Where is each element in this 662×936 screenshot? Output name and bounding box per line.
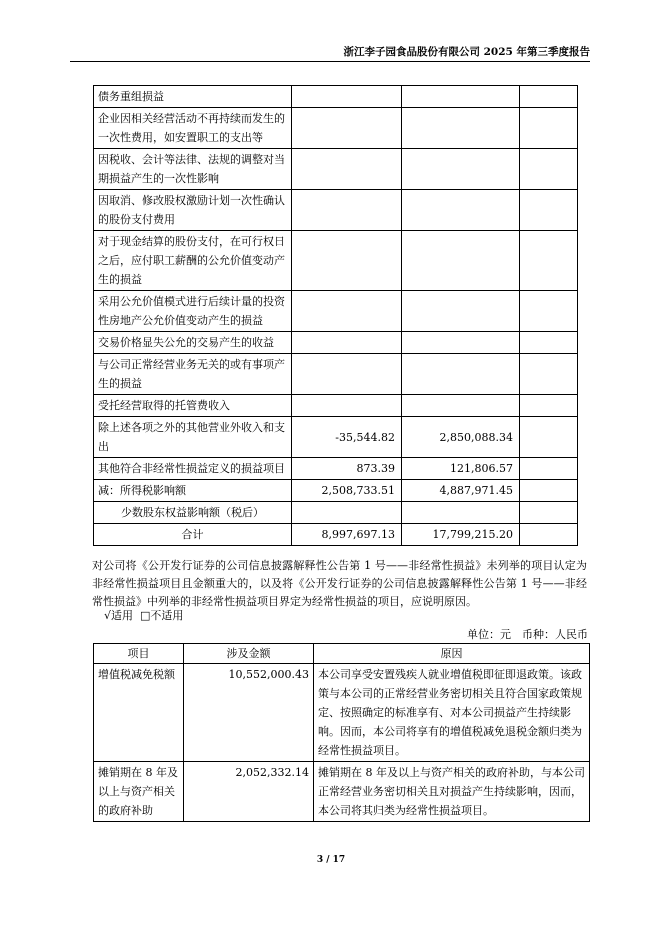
non-recurring-gains-table <box>93 85 578 546</box>
value-cell <box>520 86 578 108</box>
value-cell: 2,850,088.34 <box>402 417 520 458</box>
explanation-paragraph: 对公司将《公开发行证券的公司信息披露解释性公告第 1 号——非经常性损益》未列举的项目认定为非经常性损益项目且金额重大的，以及将《公开发行证券的公司信息披露解释性公告第 1 号——非经常性损益》中列举的非经常性损益项目界定为经常性损益的项目，应说明原因。 <box>92 559 587 608</box>
column-header: 项目 <box>94 644 184 664</box>
applicable-label: 适用 <box>111 609 134 622</box>
page-number: 3 / 17 <box>316 855 346 865</box>
row-label: 少数股东权益影响额（税后） <box>94 502 292 524</box>
value-cell <box>292 502 402 524</box>
table-row <box>94 86 578 108</box>
value-cell <box>402 291 520 332</box>
row-label: 债务重组损益 <box>94 86 292 108</box>
table-row <box>94 458 578 480</box>
value-cell <box>292 332 402 354</box>
unit-line: 单位：元 币种：人民币 <box>467 628 588 641</box>
value-cell <box>292 395 402 417</box>
value-cell <box>292 86 402 108</box>
not-applicable-label: 不适用 <box>150 609 184 622</box>
value-cell: 17,799,215.20 <box>402 524 520 546</box>
value-cell: 121,806.57 <box>402 458 520 480</box>
value-cell <box>520 231 578 291</box>
table-row <box>94 108 578 149</box>
row-label: 对于现金结算的股份支付，在可行权日之后，应付职工薪酬的公允价值变动产生的损益 <box>94 231 292 291</box>
value-cell <box>520 354 578 395</box>
table-row <box>94 502 578 524</box>
recurring-items-table <box>93 643 590 822</box>
report-header: 浙江李子园食品股份有限公司 2025 年第三季度报告 <box>343 46 590 58</box>
header-rule <box>70 61 590 62</box>
table-row <box>94 664 590 762</box>
table-row <box>94 231 578 291</box>
row-label: 其他符合非经常性损益定义的损益项目 <box>94 458 292 480</box>
value-cell <box>520 502 578 524</box>
value-cell <box>520 332 578 354</box>
row-label: 除上述各项之外的其他营业外收入和支出 <box>94 417 292 458</box>
table-row <box>94 395 578 417</box>
row-label: 受托经营取得的托管费收入 <box>94 395 292 417</box>
value-cell <box>402 149 520 190</box>
value-cell <box>402 231 520 291</box>
reason-cell: 本公司享受安置残疾人就业增值税即征即退政策。该政策与本公司的正常经营业务密切相关且符合国家政策规定、按照确定的标准享有、对本公司损益产生持续影响。因而，本公司将享有的增值税减免退税金额归类为经常性损益项目。 <box>314 664 590 762</box>
value-cell: 2,508,733.51 <box>292 480 402 502</box>
row-label: 交易价格显失公允的交易产生的收益 <box>94 332 292 354</box>
value-cell <box>402 354 520 395</box>
table-row <box>94 417 578 458</box>
table-row <box>94 291 578 332</box>
row-label: 采用公允价值模式进行后续计量的投资性房地产公允价值变动产生的损益 <box>94 291 292 332</box>
item-cell: 摊销期在 8 年及以上与资产相关的政府补助 <box>94 762 184 822</box>
value-cell: 4,887,971.45 <box>402 480 520 502</box>
row-label: 与公司正常经营业务无关的或有事项产生的损益 <box>94 354 292 395</box>
value-cell <box>402 502 520 524</box>
row-label: 因税收、会计等法律、法规的调整对当期损益产生的一次性影响 <box>94 149 292 190</box>
row-label: 减：所得税影响额 <box>94 480 292 502</box>
item-cell: 增值税减免税额 <box>94 664 184 762</box>
table-row <box>94 762 590 822</box>
value-cell <box>520 395 578 417</box>
amount-cell: 2,052,332.14 <box>184 762 314 822</box>
table-row <box>94 354 578 395</box>
value-cell <box>292 231 402 291</box>
value-cell <box>402 86 520 108</box>
value-cell <box>292 108 402 149</box>
value-cell <box>402 190 520 231</box>
value-cell <box>520 190 578 231</box>
value-cell <box>520 524 578 546</box>
value-cell: -35,544.82 <box>292 417 402 458</box>
amount-cell: 10,552,000.43 <box>184 664 314 762</box>
value-cell: 8,997,697.13 <box>292 524 402 546</box>
value-cell <box>520 291 578 332</box>
value-cell <box>520 417 578 458</box>
value-cell <box>292 354 402 395</box>
checkbox-icon: □ <box>140 609 151 622</box>
row-label: 合计 <box>94 524 292 546</box>
checkmark-icon: √ <box>104 609 112 622</box>
value-cell: 873.39 <box>292 458 402 480</box>
value-cell <box>520 480 578 502</box>
table-header-row <box>94 644 590 664</box>
column-header: 原因 <box>314 644 590 664</box>
table-row-total <box>94 524 578 546</box>
row-label: 因取消、修改股权激励计划一次性确认的股份支付费用 <box>94 190 292 231</box>
table-row <box>94 332 578 354</box>
column-header: 涉及金额 <box>184 644 314 664</box>
reason-cell: 摊销期在 8 年及以上与资产相关的政府补助，与本公司正常经营业务密切相关且对损益产生持续影响，因而，本公司将其归类为经常性损益项目。 <box>314 762 590 822</box>
value-cell <box>402 395 520 417</box>
value-cell <box>402 108 520 149</box>
row-label: 企业因相关经营活动不再持续而发生的一次性费用，如安置职工的支出等 <box>94 108 292 149</box>
value-cell <box>402 332 520 354</box>
table-row <box>94 149 578 190</box>
value-cell <box>520 458 578 480</box>
value-cell <box>520 149 578 190</box>
value-cell <box>292 291 402 332</box>
value-cell <box>292 149 402 190</box>
value-cell <box>292 190 402 231</box>
table-row <box>94 190 578 231</box>
value-cell <box>520 108 578 149</box>
table-row <box>94 480 578 502</box>
applicable-options <box>104 607 183 623</box>
